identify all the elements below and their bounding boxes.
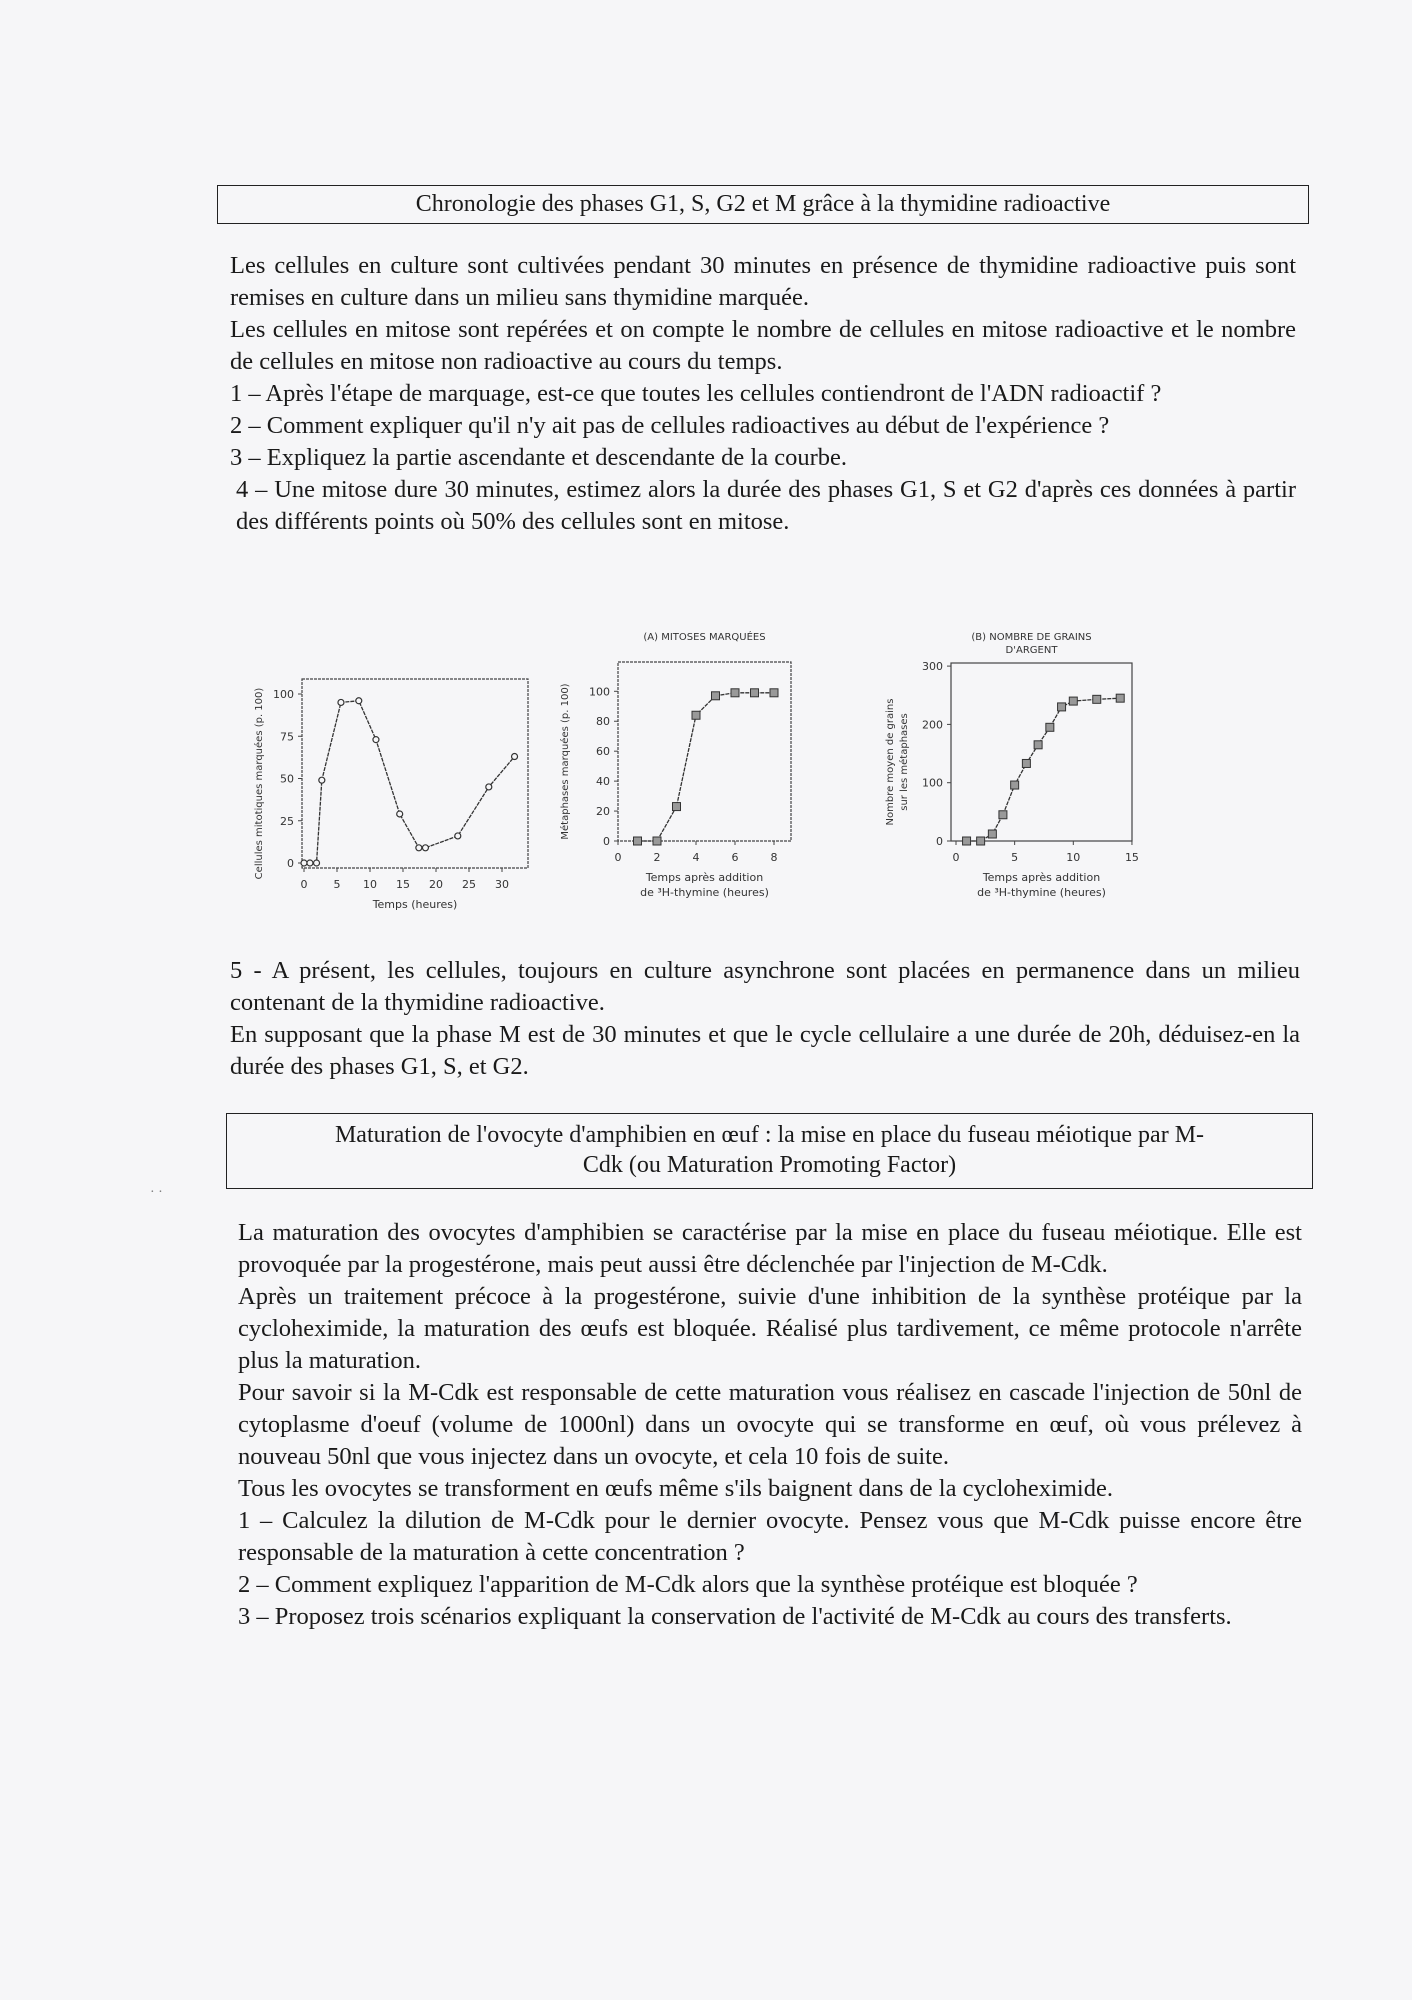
chart-frame — [618, 662, 791, 841]
question-5-detail: En supposant que la phase M est de 30 minutes et que le cycle cellulaire a une durée de 20h, déduisez-en la durée des phases G1, S, et G2. — [230, 1021, 1300, 1080]
y-tick-label: 0 — [603, 835, 610, 848]
x-axis-label: Temps (heures) — [372, 898, 458, 911]
data-point — [770, 689, 778, 697]
data-point — [301, 860, 307, 866]
y-axis-label: Métaphases marquées (p. 100) — [560, 683, 571, 840]
data-point — [416, 845, 422, 851]
chart-title: (B) NOMBRE DE GRAINS — [971, 632, 1092, 643]
data-point — [712, 692, 720, 700]
section2-question-2: 2 – Comment expliquez l'apparition de M-Cdk alors que la synthèse protéique est bloquée ? — [238, 1571, 1138, 1598]
section2-paragraph: Après un traitement précoce à la progestérone, suivie d'une inhibition de la synthèse protéique par la cycloheximide, la maturation des œufs est bloquée. Réalisé plus tardivement, ce même protocole n'arrête plus la maturation. — [238, 1283, 1302, 1374]
section2-question-3: 3 – Proposez trois scénarios expliquant la conservation de l'activité de M-Cdk au cours des transferts. — [238, 1603, 1232, 1630]
section2-paragraph: Pour savoir si la M-Cdk est responsable de cette maturation vous réalisez en cascade l'injection de 50nl de cytoplasme d'oeuf (volume de 1000nl) dans un ovocyte qui se transforme en œuf, où vous prélevez à nouveau 50nl que vous injectez dans un ovocyte, et cela 10 fois de suite. — [238, 1379, 1302, 1470]
data-point — [356, 698, 362, 704]
series-line — [304, 701, 515, 863]
data-point — [1046, 723, 1054, 731]
x-tick-label: 25 — [462, 878, 476, 891]
chart-frame — [951, 663, 1132, 841]
data-point — [314, 860, 320, 866]
data-point — [692, 711, 700, 719]
question-2: 2 – Comment expliquer qu'il n'y ait pas de cellules radioactives au début de l'expérience ? — [230, 412, 1110, 439]
data-point — [963, 837, 971, 845]
y-tick-label: 200 — [922, 718, 943, 732]
series-line — [638, 693, 775, 841]
x-tick-label: 10 — [363, 878, 377, 891]
section2-heading-box — [226, 1113, 1313, 1189]
y-tick-label: 100 — [922, 776, 943, 790]
intro-paragraph: Les cellules en mitose sont repérées et on compte le nombre de cellules en mitose radioactive et le nombre de cellules en mitose non radioactive au cours du temps. — [230, 316, 1296, 375]
question-5: 5 - A présent, les cellules, toujours en culture asynchrone sont placées en permanence dans un milieu contenant de la thymidine radioactive. — [230, 957, 1300, 1016]
x-tick-label: 0 — [614, 851, 622, 864]
x-tick-label: 15 — [1124, 851, 1139, 864]
x-tick-label: 10 — [1066, 851, 1081, 864]
x-tick-label: 5 — [1011, 851, 1019, 864]
data-point — [751, 689, 759, 697]
x-tick-label: 20 — [429, 878, 443, 891]
data-point — [319, 777, 325, 783]
x-tick-label: 6 — [731, 851, 739, 864]
chart-frame — [302, 679, 528, 868]
data-point — [373, 737, 379, 743]
data-point — [653, 837, 661, 845]
data-point — [1069, 697, 1077, 705]
y-tick-label: 50 — [280, 772, 294, 786]
x-tick-label: 8 — [770, 851, 778, 864]
charts-figure — [0, 0, 1412, 930]
x-tick-label: 30 — [495, 878, 509, 891]
data-point — [397, 811, 403, 817]
data-point — [338, 699, 344, 705]
chart-title: (A) MITOSES MARQUÉES — [643, 632, 766, 643]
y-tick-label: 75 — [280, 730, 294, 744]
y-tick-label: 80 — [596, 715, 610, 729]
y-axis-label: Cellules mitotiques marquées (p. 100) — [254, 687, 265, 880]
data-point — [634, 837, 642, 845]
data-point — [731, 689, 739, 697]
x-tick-label: 2 — [653, 851, 661, 864]
section2-heading-line1: Maturation de l'ovocyte d'amphibien en œuf : la mise en place du fuseau méiotique par M- — [334, 1122, 1205, 1148]
data-point — [512, 754, 518, 760]
data-point — [307, 860, 313, 866]
y-axis-label: sur les métaphases — [899, 713, 910, 811]
y-tick-label: 0 — [936, 835, 943, 848]
data-point — [486, 784, 492, 790]
data-point — [1116, 694, 1124, 702]
chart-title: D'ARGENT — [1005, 645, 1058, 656]
x-tick-label: 5 — [333, 878, 341, 891]
y-tick-label: 60 — [596, 745, 610, 759]
y-tick-label: 100 — [273, 688, 294, 701]
data-point — [455, 833, 461, 839]
x-tick-label: 15 — [396, 878, 410, 891]
x-tick-label: 4 — [692, 851, 700, 864]
section2-question-1: 1 – Calculez la dilution de M-Cdk pour le dernier ovocyte. Pensez vous que M-Cdk puisse encore être responsable de la maturation à cette concentration ? — [238, 1507, 1302, 1566]
data-point — [988, 830, 996, 838]
scan-speck: · · — [150, 1185, 163, 1200]
x-tick-label: 0 — [952, 851, 960, 864]
data-point — [999, 811, 1007, 819]
x-axis-label: de ³H-thymine (heures) — [640, 886, 769, 899]
data-point — [422, 845, 428, 851]
section1-heading: Chronologie des phases G1, S, G2 et M grâce à la thymidine radioactive — [415, 191, 1111, 217]
x-axis-label: Temps après addition — [645, 871, 764, 884]
data-point — [1058, 703, 1066, 711]
data-point — [1093, 695, 1101, 703]
section2-paragraph: Tous les ovocytes se transforment en œufs même s'ils baignent dans de la cycloheximide. — [238, 1475, 1113, 1502]
y-tick-label: 0 — [287, 857, 294, 870]
series-line — [967, 698, 1121, 841]
y-axis-label: Nombre moyen de grains — [885, 698, 896, 826]
data-point — [1022, 759, 1030, 767]
x-axis-label: Temps après addition — [982, 871, 1101, 884]
y-tick-label: 100 — [589, 685, 610, 699]
y-tick-label: 25 — [280, 814, 294, 828]
y-tick-label: 40 — [596, 775, 610, 789]
data-point — [673, 803, 681, 811]
section2-heading-line2: Cdk (ou Maturation Promoting Factor) — [582, 1152, 957, 1178]
y-tick-label: 20 — [596, 805, 610, 819]
data-point — [1011, 781, 1019, 789]
section2-text — [238, 1217, 1302, 1633]
x-axis-label: de ³H-thymine (heures) — [977, 886, 1106, 899]
question-4: 4 – Une mitose dure 30 minutes, estimez alors la durée des phases G1, S et G2 d'après ces données à partir des différents points où 50% des cellules sont en mitose. — [236, 476, 1296, 535]
section1-followup — [230, 955, 1300, 1083]
section2-paragraph: La maturation des ovocytes d'amphibien se caractérise par la mise en place du fuseau méiotique. Elle est provoquée par la progestérone, mais peut aussi être déclenchée par l'injection de M-Cdk. — [238, 1219, 1302, 1278]
x-tick-label: 0 — [300, 878, 308, 891]
intro-paragraph: Les cellules en culture sont cultivées pendant 30 minutes en présence de thymidine radioactive puis sont remises en culture dans un milieu sans thymidine marquée. — [230, 252, 1296, 311]
data-point — [977, 837, 985, 845]
question-1: 1 – Après l'étape de marquage, est-ce que toutes les cellules contiendront de l'ADN radioactif ? — [230, 380, 1162, 407]
question-3: 3 – Expliquez la partie ascendante et descendante de la courbe. — [230, 444, 847, 471]
y-tick-label: 300 — [922, 660, 943, 674]
data-point — [1034, 741, 1042, 749]
